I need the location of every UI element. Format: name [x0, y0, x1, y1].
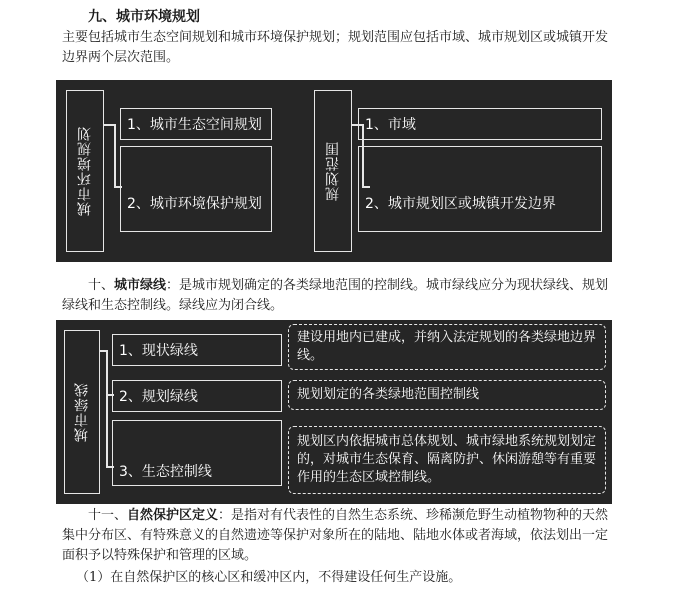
diagram2-item-3: 3、生态控制线	[112, 420, 282, 486]
diagram1-left-item-1: 1、城市生态空间规划	[120, 108, 272, 140]
diagram1-left-title-box	[66, 90, 104, 252]
diagram1-left-title: 城市环境规划	[77, 126, 93, 216]
diagram1-left-item-2: 2、城市环境保护规划	[120, 146, 272, 232]
section-11-prefix: 十一、	[88, 508, 128, 523]
diagram2-note-2: 规划划定的各类绿地范围控制线	[288, 380, 606, 410]
connector-line	[106, 350, 108, 468]
section-10-text: ：是城市规划确定的各类绿地范围的控制线。城市绿线应分为现状绿线、规划绿线和生态控制线。绿线应为闭合线。	[62, 278, 609, 313]
diagram-urban-environment-planning	[56, 80, 612, 262]
diagram1-right-title: 规划范围	[325, 141, 341, 201]
section-9-heading: 九、城市环境规划	[88, 9, 200, 25]
diagram2-note-3: 规划区内依据城市总体规划、城市绿地系统规划划定的，对城市生态保育、隔离防护、休闲游憩等有重要作用的生态区域控制线。	[288, 426, 606, 494]
diagram2-item-2: 2、规划绿线	[112, 380, 282, 412]
diagram2-note-1: 建设用地内已建成，并纳入法定规划的各类绿地边界线。	[288, 324, 606, 370]
section-10-paragraph	[62, 276, 612, 316]
section-9-paragraph: 主要包括城市生态空间规划和城市环境保护规划；规划范围应包括市域、城市规划区或城镇开发边界两个层次范围。	[62, 30, 609, 65]
diagram1-right-title-box	[314, 90, 352, 252]
section-10-term: 城市绿线	[114, 278, 167, 293]
diagram2-title-box	[64, 330, 100, 494]
connector-line	[114, 124, 116, 188]
diagram2-title: 城市绿线	[74, 382, 90, 442]
section-11-paragraph	[62, 506, 612, 566]
diagram1-right-item-1: 1、市域	[358, 108, 602, 140]
diagram2-item-1: 1、现状绿线	[112, 334, 282, 366]
diagram1-right-item-2: 2、城市规划区或城镇开发边界	[358, 146, 602, 232]
section-11-term: 自然保护区定义	[127, 508, 219, 523]
diagram-urban-green-line	[56, 320, 612, 504]
section-10-prefix: 十、	[88, 278, 115, 293]
section-11-text: ：是指对有代表性的自然生态系统、珍稀濒危野生动植物物种的天然集中分布区、有特殊意义的自然遗迹等保护对象所在的陆地、陆地水体或者海域，依法划出一定面积予以特殊保护和管理的区域。	[62, 508, 609, 563]
section-11-item-1: （1）在自然保护区的核心区和缓冲区内，不得建设任何生产设施。	[76, 570, 462, 585]
